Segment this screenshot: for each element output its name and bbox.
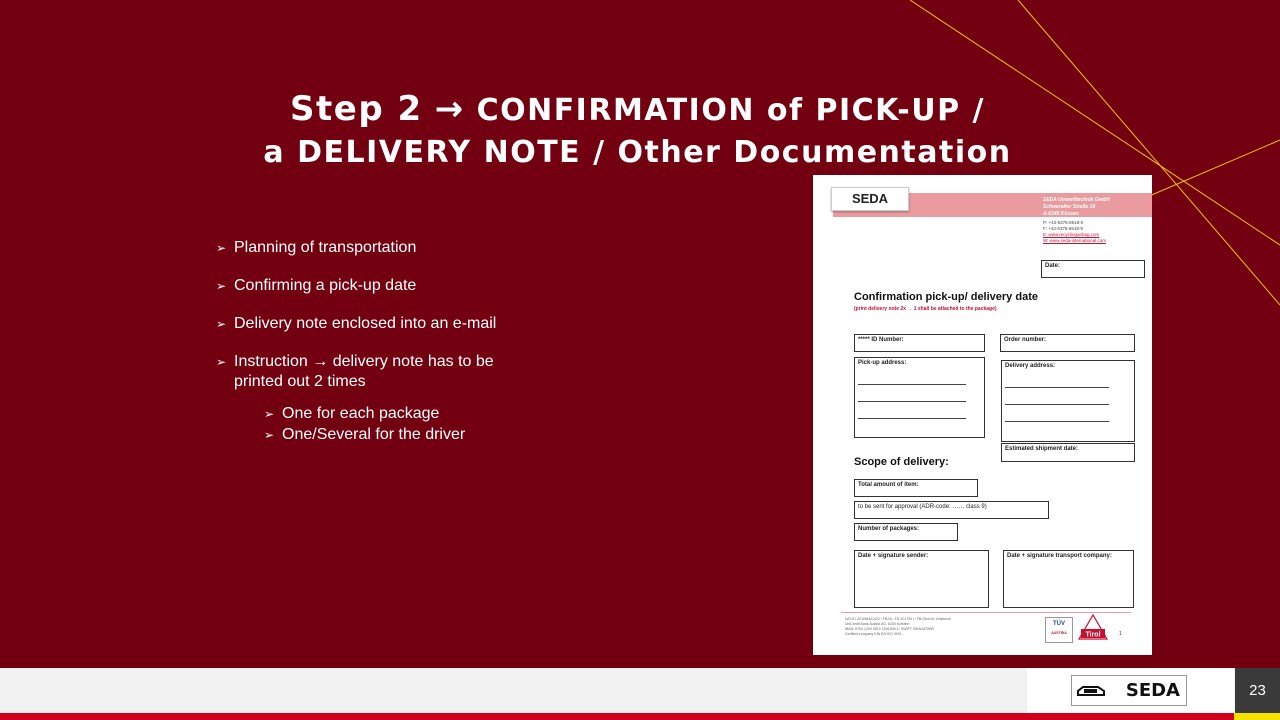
contact-phone: P: +43-5375-6518-0 — [1043, 220, 1084, 225]
total-amount-box: Total amount of item: — [854, 479, 978, 497]
sub-bullet-text: One/Several for the driver — [282, 426, 466, 443]
doc-heading: Confirmation pick-up/ delivery date — [854, 291, 1038, 303]
page-number: 23 — [1235, 668, 1280, 713]
footer-line: Certified company DIN EN ISO 9001 — [845, 632, 902, 636]
sub-bullet-item — [264, 425, 592, 445]
delivery-line — [1005, 404, 1109, 405]
footer-line: UniCredit Bank Austria AG, 6330 Kufstein — [845, 622, 910, 626]
bullet-arrow-icon: ➢ — [264, 428, 275, 442]
scope-heading: Scope of delivery: — [854, 456, 949, 468]
order-number-box: Order number: — [1000, 334, 1135, 352]
delivery-note-image — [813, 175, 1152, 655]
car-icon — [1076, 684, 1106, 698]
bullet-arrow-icon: ➢ — [216, 279, 227, 293]
bullet-list — [216, 238, 592, 446]
company-city: A-6345 Kössen — [1043, 211, 1079, 217]
bullet-arrow-icon: ➢ — [216, 355, 227, 369]
pickup-line — [858, 418, 966, 419]
bullet-item — [216, 238, 544, 258]
transport-signature-box: Date + signature transport company: — [1003, 550, 1134, 608]
pickup-line — [858, 401, 966, 402]
company-name: SEDA Umwelttechnik GmbH — [1043, 197, 1110, 203]
footer-logo — [1071, 675, 1187, 706]
contact-email: E: www.recyclingairbag.com — [1043, 232, 1100, 237]
bullet-arrow-icon: ➢ — [264, 407, 275, 421]
footer-line: IBAN: AT54 1200 0513 1206 8001 / SWIFT: BKAUATWW — [845, 627, 934, 631]
delivery-line — [1005, 387, 1109, 388]
bullet-item — [216, 314, 544, 334]
bottom-red-line — [0, 713, 1280, 720]
date-box: Date: — [1041, 260, 1145, 278]
footer-logo-box — [1027, 668, 1234, 713]
delivery-address-box: Delivery address: — [1001, 360, 1135, 442]
bullet-arrow-icon: ➢ — [216, 241, 227, 255]
id-number-box: ***** ID Number: — [854, 334, 985, 352]
delivery-line — [1005, 421, 1109, 422]
contact-web: W: www.seda-international.com — [1043, 238, 1106, 243]
doc-logo: SEDA — [831, 187, 909, 211]
pickup-address-box: Pick-up address: — [854, 357, 985, 438]
sub-bullet-item — [264, 404, 592, 424]
company-street: Schwendter Straße 10 — [1043, 204, 1096, 210]
tuv-sub: AUSTRIA — [1051, 631, 1067, 635]
title-line-1 — [240, 88, 1035, 132]
bullet-text: Confirming a pick-up date — [234, 277, 417, 294]
slide-title — [240, 88, 1035, 174]
sub-bullet-text: One for each package — [282, 405, 440, 422]
doc-company — [1043, 197, 1110, 218]
title-line-2: a DELIVERY NOTE / Other Documentation — [263, 135, 1012, 170]
estimated-date-box: Estimated shipment date: — [1001, 443, 1135, 462]
title-arrow: → — [434, 89, 465, 129]
doc-print-note: (print delivery note 2x → 1 shall be attached to the package) — [854, 306, 997, 312]
sub-bullet-list — [264, 404, 592, 445]
packages-box: Number of packages: — [854, 523, 958, 541]
title-step: Step 2 — [290, 89, 423, 129]
doc-page-number: 1 — [1119, 631, 1122, 637]
footer-line: VAT-ID: ATU56421422 / FB-Nr.: FN 201790 i / FB-Gericht: Innsbruck — [845, 617, 951, 621]
bullet-item — [216, 276, 544, 296]
bullet-text: Delivery note enclosed into an e-mail — [234, 315, 497, 332]
tirol-text: Tirol — [1085, 631, 1101, 639]
approval-box: to be sent for approval (ADR-code: …… class 9) — [854, 501, 1049, 519]
bullet-text: Planning of transportation — [234, 239, 417, 256]
doc-contact — [1043, 220, 1106, 244]
sender-signature-box: Date + signature sender: — [854, 550, 989, 608]
footer-logo-text: SEDA — [1125, 680, 1180, 701]
bottom-yellow-accent — [1234, 713, 1280, 720]
bullet-arrow-icon: ➢ — [216, 317, 227, 331]
tuv-logo — [1045, 617, 1073, 643]
pickup-line — [858, 384, 966, 385]
tuv-text: TÜV — [1053, 621, 1065, 627]
doc-footer — [845, 617, 951, 637]
bullet-item — [216, 352, 544, 392]
title-line1-rest: CONFIRMATION of PICK-UP / — [476, 93, 985, 128]
tirol-logo — [1075, 613, 1111, 641]
bullet-text: Instruction → delivery note has to be printed out 2 times — [234, 353, 494, 390]
contact-fax: F: +43-5375-6518-9 — [1043, 226, 1083, 231]
